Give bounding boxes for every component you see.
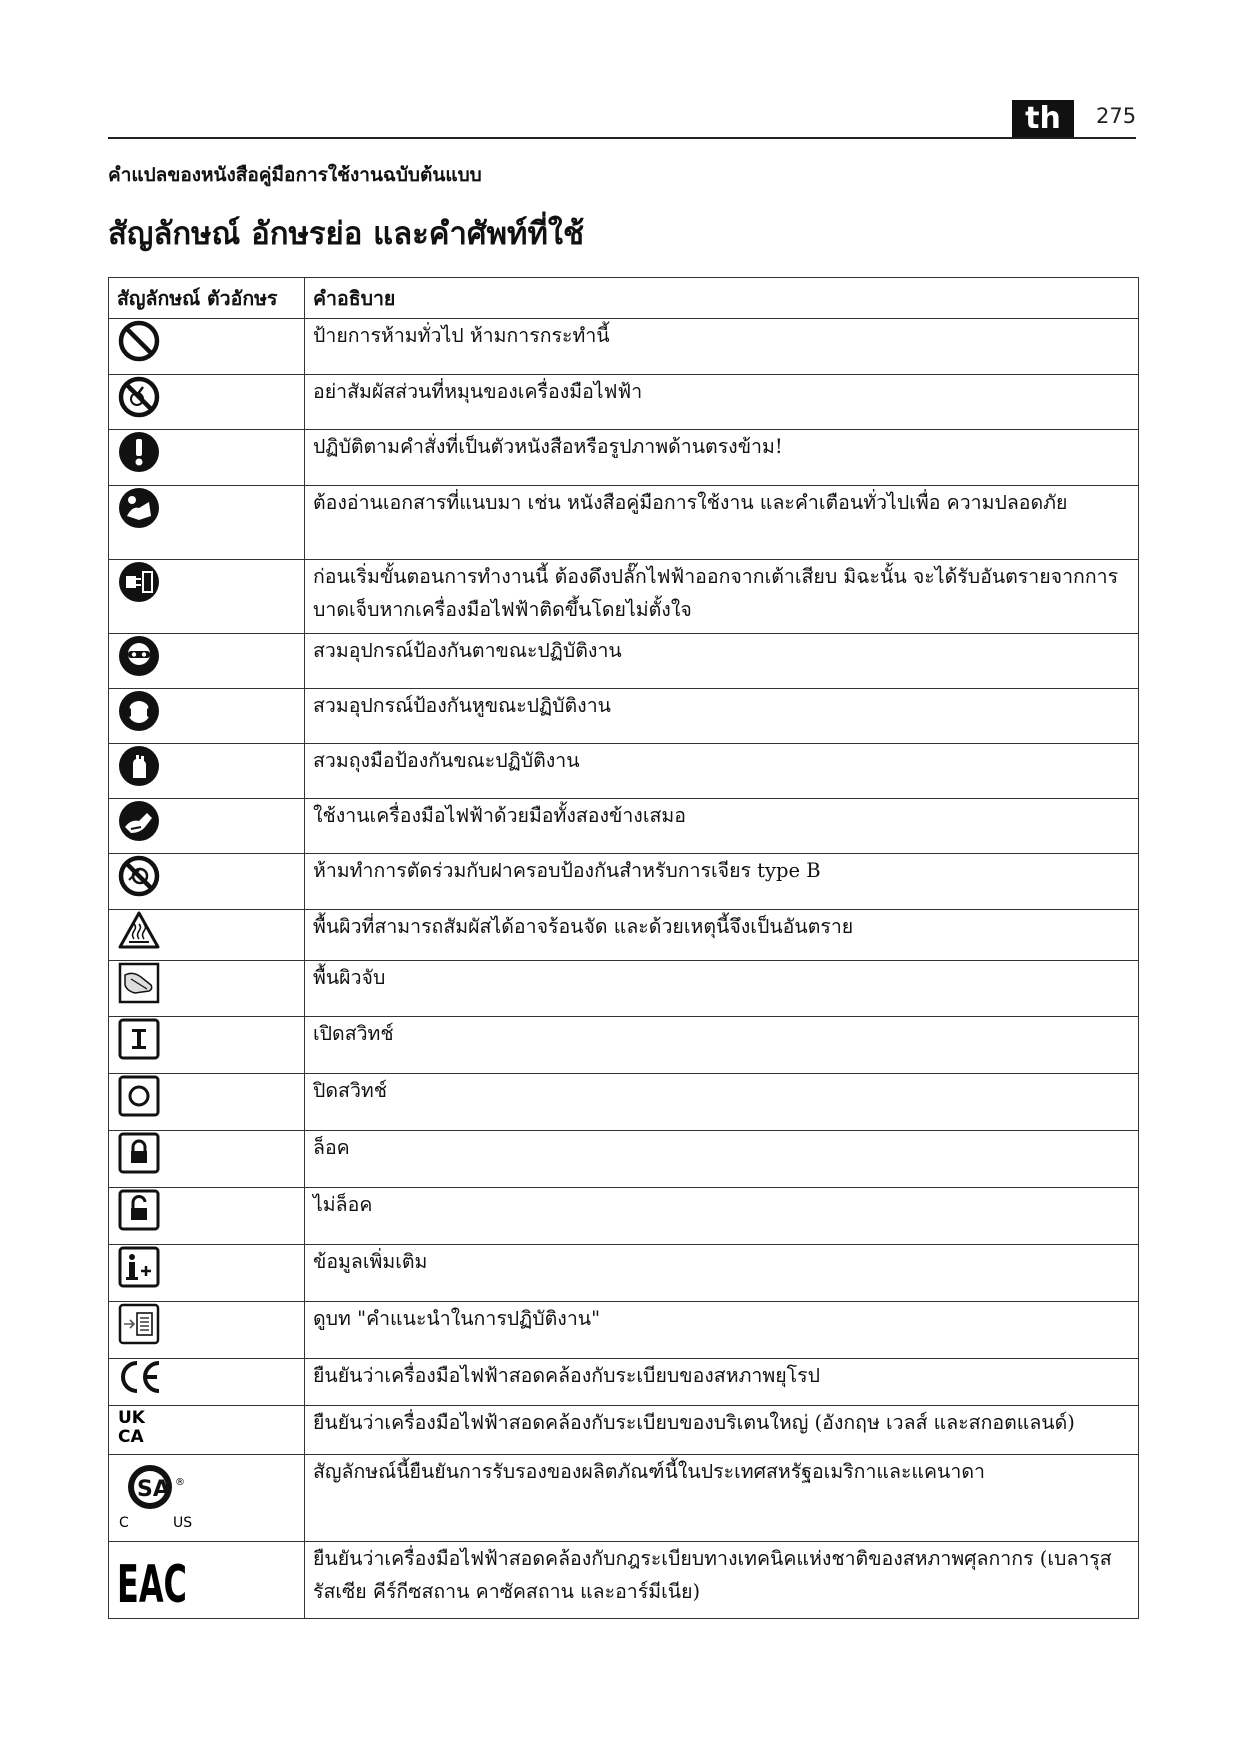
info-icon: [117, 1245, 296, 1299]
language-tab: th: [1012, 100, 1074, 137]
table-row: [109, 1302, 1139, 1359]
grip-surface-icon: [117, 961, 296, 1015]
general-mandatory-icon: [117, 430, 296, 484]
general-prohibition-icon: [117, 319, 296, 373]
section-title: สัญลักษณ์ อักษรย่อ และคำศัพท์ที่ใช้: [108, 216, 585, 252]
table-row: [109, 560, 1139, 634]
ukca-mark-icon: [117, 1406, 296, 1454]
table-row: [109, 1131, 1139, 1188]
csa-logo-us: US: [173, 1515, 193, 1531]
hot-surface-icon: [117, 910, 296, 960]
document-subtitle: คำแปลของหนังสือคู่มือการใช้งานฉบับต้นแบบ: [108, 164, 482, 186]
column-header-description: คำอธิบาย: [305, 278, 1139, 319]
ce-mark-icon: [117, 1359, 296, 1405]
no-cutting-guard-icon: [117, 854, 296, 908]
header-rule: [108, 137, 1136, 139]
svg-text:SA: SA: [137, 1477, 170, 1502]
read-manual-icon: [117, 486, 296, 540]
description-text: ห้ามทำการตัดร่วมกับฝาครอบป้องกันสำหรับการเจียร type B: [313, 859, 821, 882]
table-row: [109, 1359, 1139, 1406]
description-text: ป้ายการห้ามทั่วไป ห้ามการกระทำนี้: [313, 324, 610, 347]
description-text: ยืนยันว่าเครื่องมือไฟฟ้าสอดคล้องกับระเบียบของสหภาพยุโรป: [313, 1364, 820, 1387]
description-text: อย่าสัมผัสส่วนที่หมุนของเครื่องมือไฟฟ้า: [313, 380, 643, 403]
table-row: [109, 1542, 1139, 1619]
description-text: สวมอุปกรณ์ป้องกันตาขณะปฏิบัติงาน: [313, 639, 622, 662]
table-row: [109, 744, 1139, 799]
eac-logo-text: EAC: [117, 1555, 187, 1615]
ear-protection-icon: [117, 689, 296, 743]
two-hands-icon: [117, 799, 296, 853]
unlock-icon: [117, 1188, 296, 1242]
description-text: ข้อมูลเพิ่มเติม: [313, 1250, 428, 1273]
table-row: [109, 1074, 1139, 1131]
table-row: [109, 1406, 1139, 1455]
ukca-logo-top: UK: [118, 1408, 145, 1428]
csa-registered-mark: ®: [175, 1477, 185, 1488]
table-row: [109, 375, 1139, 430]
description-text: เปิดสวิทช์: [313, 1022, 394, 1045]
eye-protection-icon: [117, 634, 296, 688]
table-row: [109, 1245, 1139, 1302]
table-row: [109, 486, 1139, 560]
description-text: ก่อนเริ่มขั้นตอนการทำงานนี้ ต้องดึงปลั๊กไฟฟ้าออกจากเต้าเสียบ มิฉะนั้น จะได้รับอันตรายจากการบาดเจ็บหากเครื่องมือไฟฟ้าติดขึ้นโดยไม่ตั้งใจ: [313, 565, 1119, 621]
symbols-table: [108, 277, 1139, 1619]
csa-logo-c: C: [119, 1515, 129, 1531]
lock-icon: [117, 1131, 296, 1185]
unplug-icon: [117, 560, 296, 614]
description-text: ไม่ล็อค: [313, 1193, 373, 1216]
description-text: สวมถุงมือป้องกันขณะปฏิบัติงาน: [313, 749, 580, 772]
table-row: [109, 799, 1139, 854]
switch-off-icon: [117, 1074, 296, 1128]
column-header-symbol: สัญลักษณ์ ตัวอักษร: [109, 278, 305, 319]
description-text: สัญลักษณ์นี้ยืนยันการรับรองของผลิตภัณฑ์นี้ในประเทศสหรัฐอเมริกาและแคนาดา: [313, 1460, 985, 1483]
page-number: 275: [1096, 104, 1137, 128]
description-text: พื้นผิวที่สามารถสัมผัสได้อาจร้อนจัด และด้วยเหตุนี้จึงเป็นอันตราย: [313, 915, 854, 938]
ukca-logo-bottom: CA: [118, 1427, 144, 1447]
table-row: [109, 689, 1139, 744]
description-text: ล็อค: [313, 1136, 350, 1159]
description-text: ยืนยันว่าเครื่องมือไฟฟ้าสอดคล้องกับกฎระเบียบทางเทคนิคแห่งชาติของสหภาพศุลกากร (เบลารุส รัสเซีย คีร์กีซสถาน คาซัคสถาน และอาร์มีเนีย): [313, 1547, 1112, 1603]
table-row: [109, 961, 1139, 1017]
description-text: สวมอุปกรณ์ป้องกันหูขณะปฏิบัติงาน: [313, 694, 611, 717]
see-chapter-icon: [117, 1302, 296, 1356]
table-row: [109, 319, 1139, 375]
description-text: ดูบท "คำแนะนำในการปฏิบัติงาน": [313, 1307, 601, 1330]
table-row: [109, 910, 1139, 961]
table-row: [109, 430, 1139, 486]
table-row: [109, 634, 1139, 689]
do-not-touch-rotating-parts-icon: [117, 375, 296, 429]
switch-on-icon: [117, 1017, 296, 1071]
description-text: พื้นผิวจับ: [313, 966, 386, 989]
description-text: ต้องอ่านเอกสารที่แนบมา เช่น หนังสือคู่มือการใช้งาน และคำเตือนทั่วไปเพื่อ ความปลอดภัย: [313, 491, 1068, 514]
table-row: [109, 1188, 1139, 1245]
gloves-icon: [117, 744, 296, 798]
table-row: [109, 1017, 1139, 1074]
description-text: ปิดสวิทช์: [313, 1079, 387, 1102]
eac-mark-icon: [117, 1542, 296, 1618]
description-text: ยืนยันว่าเครื่องมือไฟฟ้าสอดคล้องกับระเบียบของบริเตนใหญ่ (อังกฤษ เวลส์ และสกอตแลนด์): [313, 1411, 1075, 1434]
table-row: [109, 1455, 1139, 1542]
csa-mark-icon: [117, 1455, 296, 1541]
description-text: ใช้งานเครื่องมือไฟฟ้าด้วยมือทั้งสองข้างเสมอ: [313, 804, 686, 827]
description-text: ปฏิบัติตามคำสั่งที่เป็นตัวหนังสือหรือรูปภาพด้านตรงข้าม!: [313, 435, 783, 458]
table-row: [109, 854, 1139, 910]
